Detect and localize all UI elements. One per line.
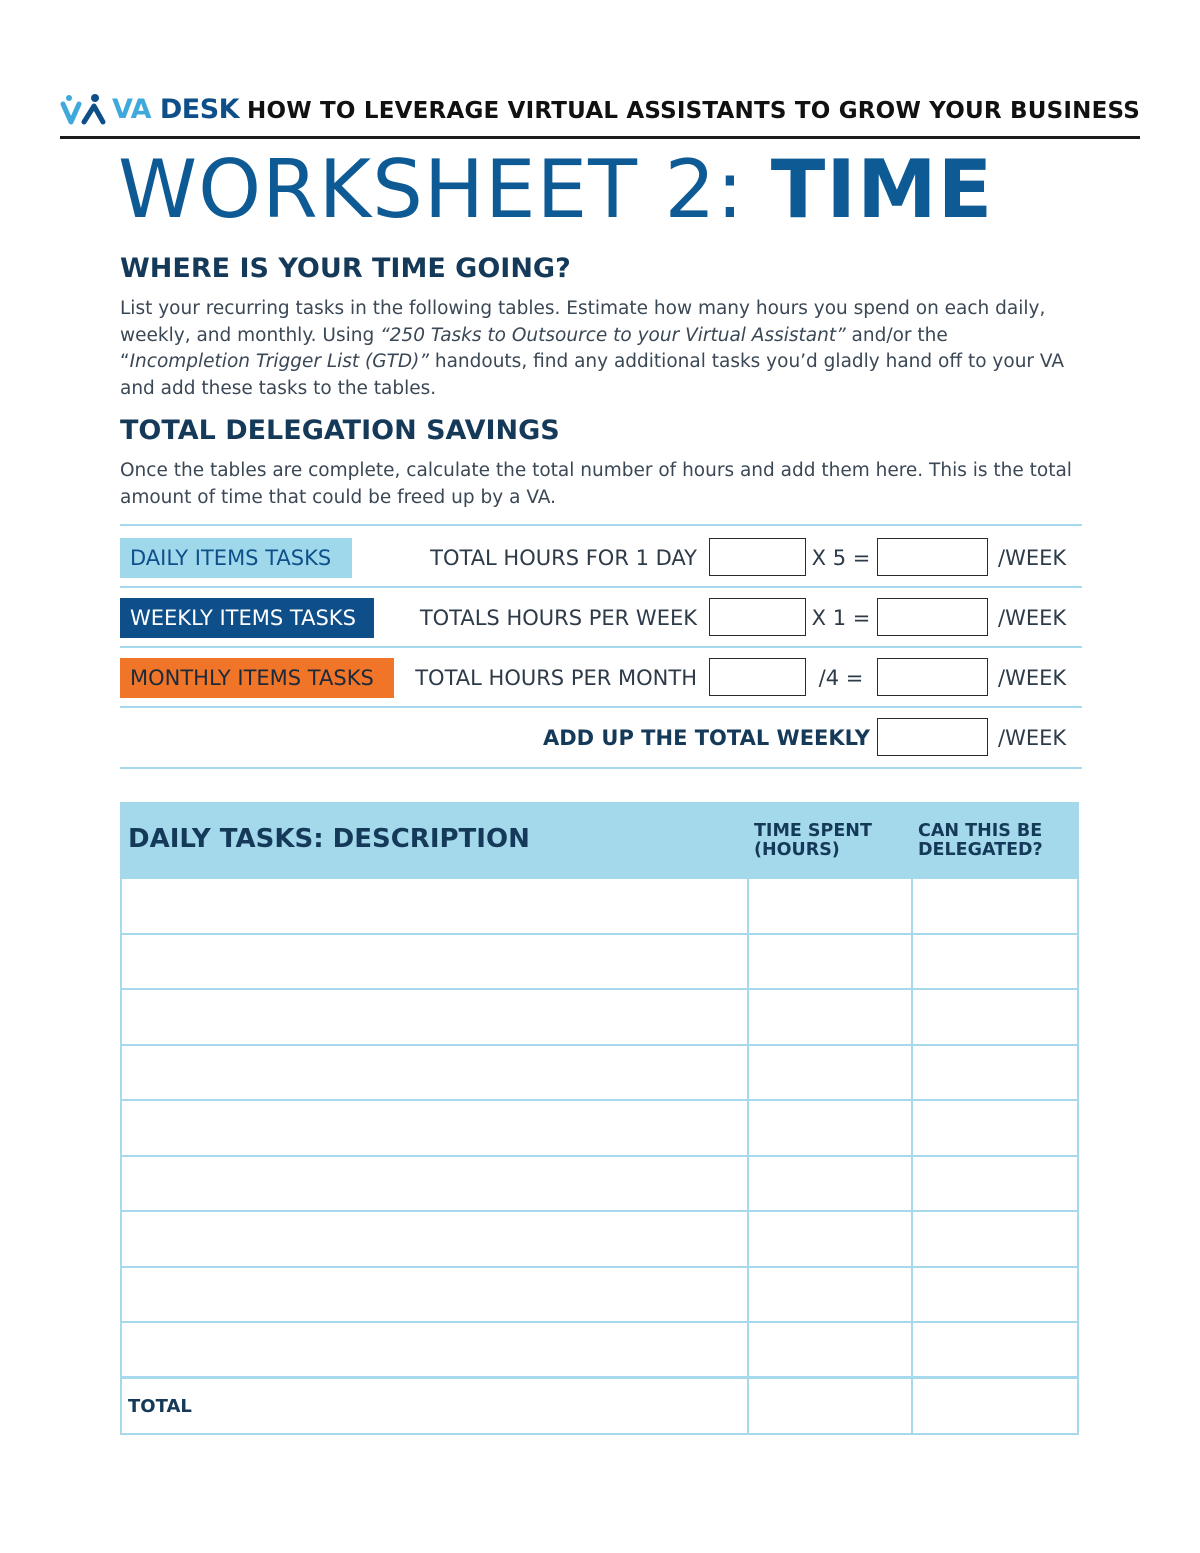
table-row[interactable] xyxy=(122,935,1077,991)
where-ref-250-tasks: “250 Tasks to Outsource to your Virtual Assistant” xyxy=(380,324,846,346)
where-text-1: List your recurring tasks in the following tables. Estimate how many hours you spend on each daily, weekly, and monthly. Using xyxy=(120,298,1046,346)
weekly-weekly-result-input[interactable] xyxy=(877,598,988,636)
page-title-prefix: WORKSHEET 2: xyxy=(118,143,771,236)
table-total-label: TOTAL xyxy=(128,1395,192,1417)
table-row[interactable] xyxy=(122,1268,1077,1324)
total-weekly-label: ADD UP THE TOTAL WEEKLY xyxy=(543,726,870,750)
weekly-hours-input[interactable] xyxy=(709,598,806,636)
daily-operator: X 5 = xyxy=(811,546,871,570)
page-title-emphasis: TIME xyxy=(770,143,994,236)
document-series-title: HOW TO LEVERAGE VIRTUAL ASSISTANTS TO GROW YOUR BUSINESS xyxy=(247,98,1140,124)
monthly-items-tag: MONTHLY ITEMS TASKS xyxy=(120,658,394,698)
where-text-3: handouts, find any additional tasks you’d gladly hand off to your VA and add these tasks to the tables. xyxy=(120,351,1065,399)
savings-divider xyxy=(120,767,1082,769)
savings-row-weekly xyxy=(120,586,1082,646)
savings-row-monthly xyxy=(120,646,1082,706)
table-row[interactable] xyxy=(122,1101,1077,1157)
weekly-items-tag: WEEKLY ITEMS TASKS xyxy=(120,598,374,638)
delegated-header xyxy=(918,822,1043,860)
daily-hours-label: TOTAL HOURS FOR 1 DAY xyxy=(430,546,697,570)
table-row[interactable] xyxy=(122,1157,1077,1213)
savings-row-total xyxy=(120,706,1082,766)
daily-hours-input[interactable] xyxy=(709,538,806,576)
va-logo-icon xyxy=(60,92,106,126)
daily-tasks-table-body xyxy=(120,879,1079,1435)
savings-heading: TOTAL DELEGATION SAVINGS xyxy=(120,415,560,446)
table-row[interactable] xyxy=(122,990,1077,1046)
delegated-header-line-2: DELEGATED? xyxy=(918,840,1043,860)
time-spent-header-line-1: TIME SPENT xyxy=(754,821,872,841)
table-row[interactable] xyxy=(122,1212,1077,1268)
logo-wordmark xyxy=(112,94,239,125)
monthly-hours-input[interactable] xyxy=(709,658,806,696)
column-divider xyxy=(747,879,749,1433)
table-row[interactable] xyxy=(122,1046,1077,1102)
table-row[interactable] xyxy=(122,1323,1077,1379)
page-title xyxy=(118,143,994,236)
weekly-operator: X 1 = xyxy=(811,606,871,630)
daily-tasks-description-header: DAILY TASKS: DESCRIPTION xyxy=(128,824,530,854)
savings-row-daily xyxy=(120,526,1082,586)
column-divider xyxy=(911,879,913,1433)
weekly-hours-label: TOTALS HOURS PER WEEK xyxy=(419,606,697,630)
daily-weekly-result-input[interactable] xyxy=(877,538,988,576)
delegated-header-line-1: CAN THIS BE xyxy=(918,821,1043,841)
time-spent-header xyxy=(754,822,872,860)
va-desk-logo xyxy=(60,92,239,126)
total-weekly-input[interactable] xyxy=(877,718,988,756)
document-header xyxy=(60,88,1140,139)
weekly-unit: /WEEK xyxy=(998,606,1067,630)
time-spent-header-line-2: (HOURS) xyxy=(754,840,840,860)
where-heading: WHERE IS YOUR TIME GOING? xyxy=(120,253,571,284)
table-total-row xyxy=(122,1379,1077,1434)
monthly-weekly-result-input[interactable] xyxy=(877,658,988,696)
where-ref-trigger-list: Incompletion Trigger List (GTD)” xyxy=(129,351,429,372)
savings-paragraph: Once the tables are complete, calculate the total number of hours and add them here. This is the total amount of time that could be freed up by a VA. xyxy=(120,460,1072,508)
total-unit: /WEEK xyxy=(998,726,1067,750)
daily-tasks-table-header xyxy=(120,802,1079,879)
where-paragraph xyxy=(120,296,1080,402)
where-text-2: and/or the “ xyxy=(120,324,948,372)
table-row[interactable] xyxy=(122,879,1077,935)
daily-items-tag: DAILY ITEMS TASKS xyxy=(120,538,352,578)
daily-unit: /WEEK xyxy=(998,546,1067,570)
monthly-unit: /WEEK xyxy=(998,666,1067,690)
monthly-hours-label: TOTAL HOURS PER MONTH xyxy=(415,666,697,690)
logo-va-text: VA xyxy=(112,93,151,125)
logo-desk-text: DESK xyxy=(159,93,240,125)
monthly-operator: /4 = xyxy=(818,666,864,690)
